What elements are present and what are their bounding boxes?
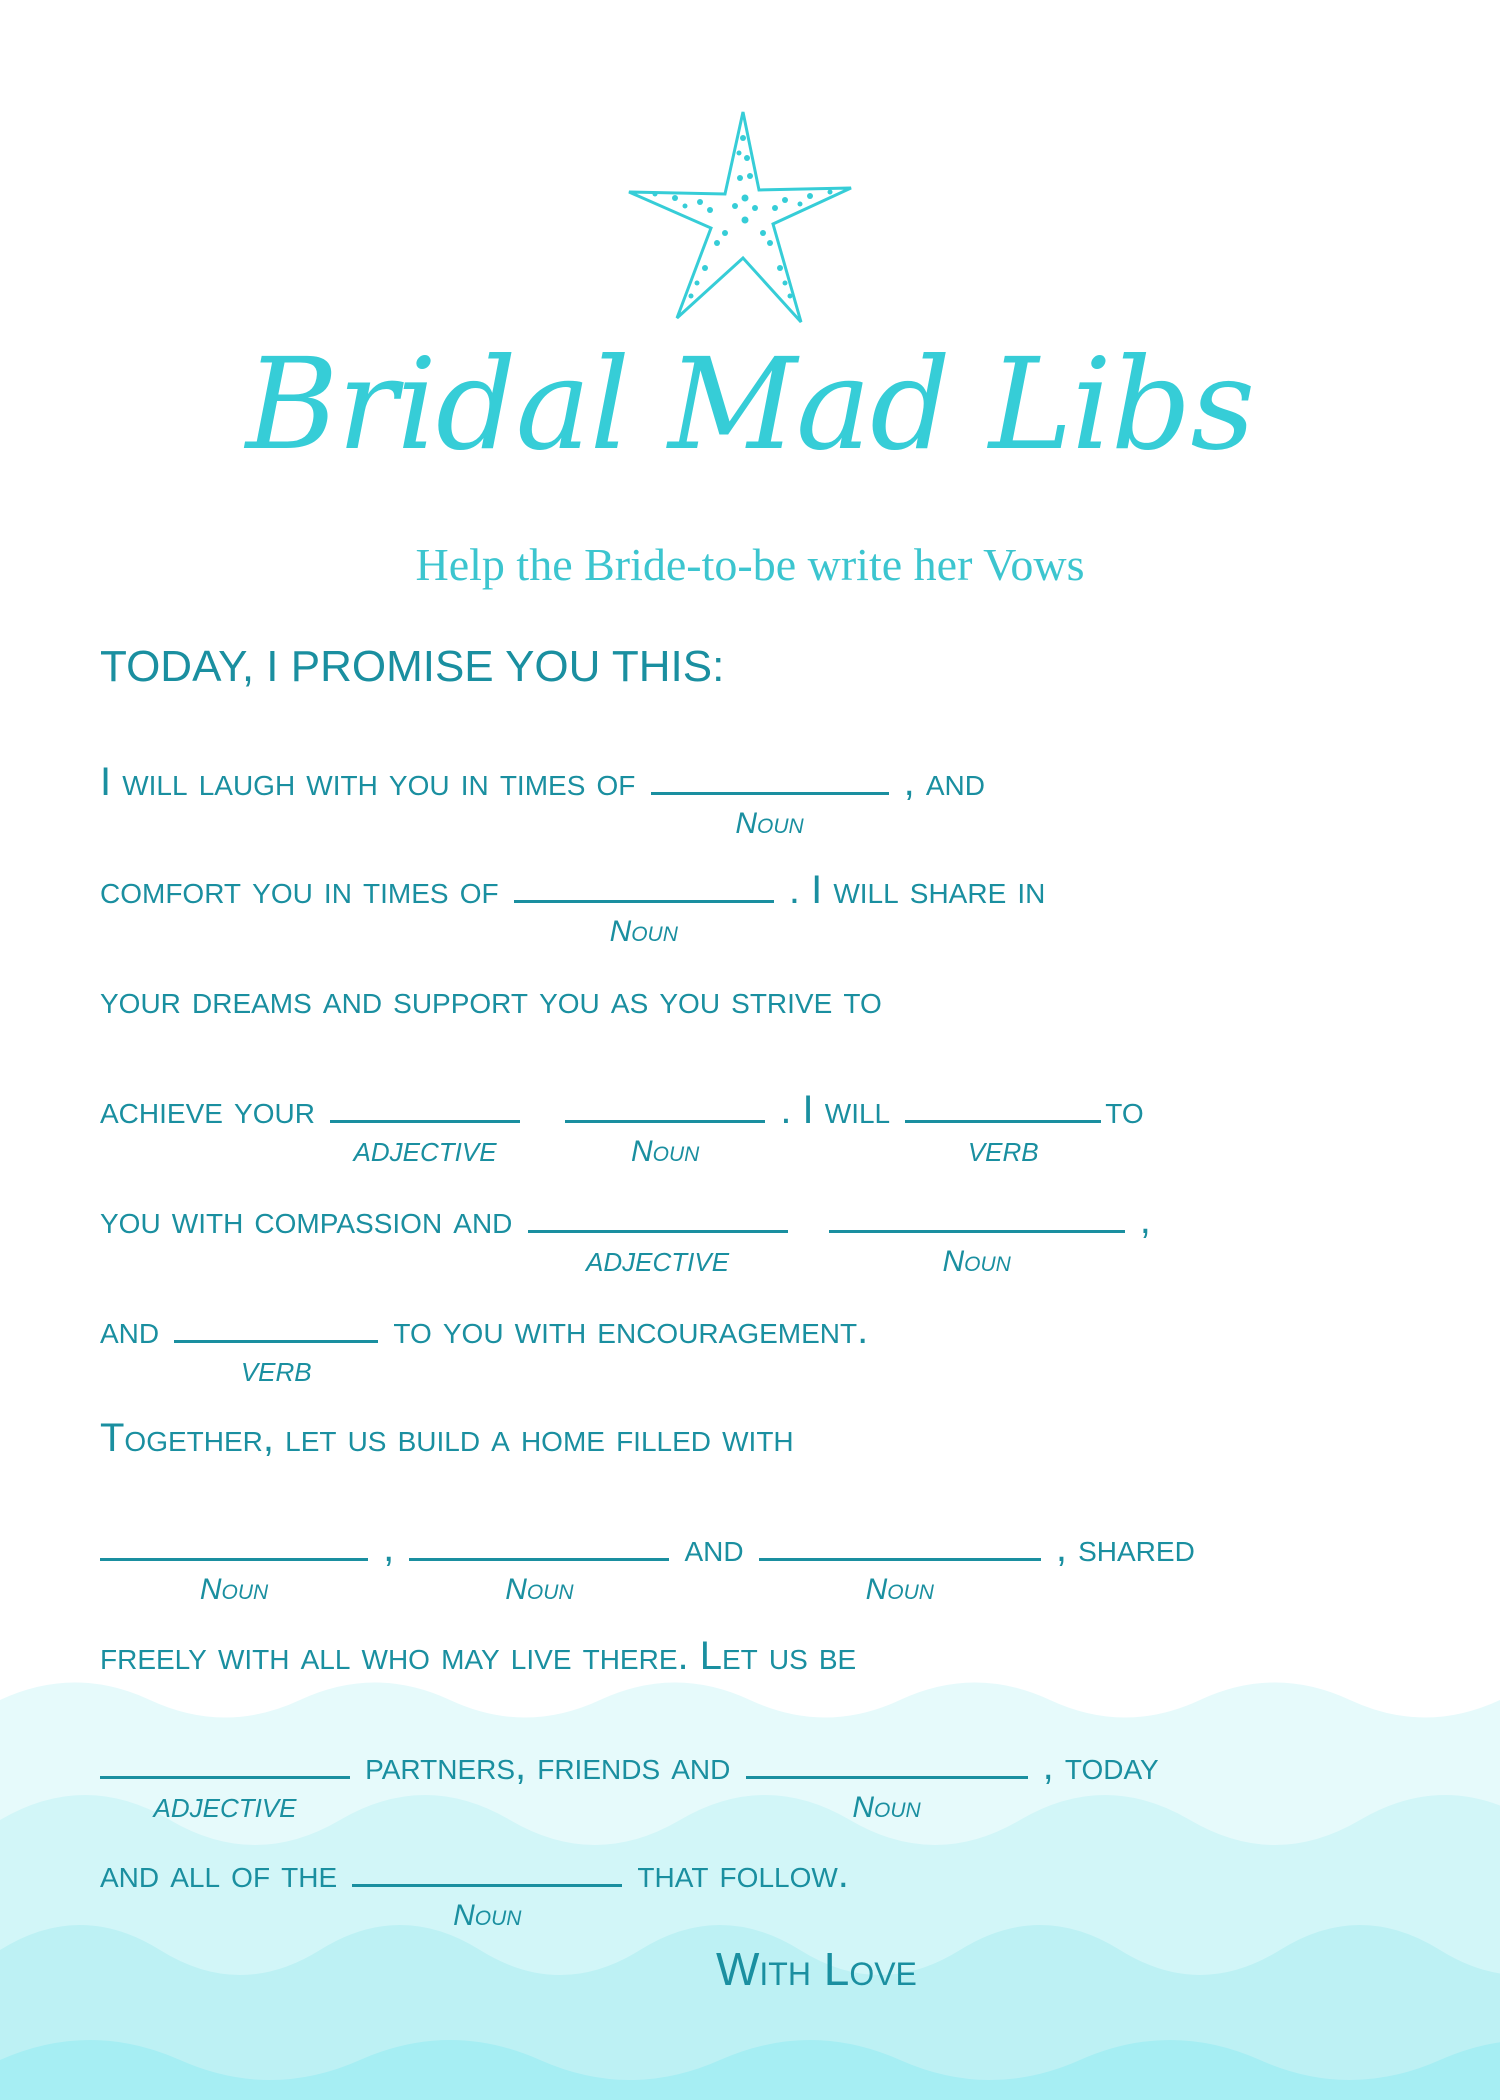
blank-field[interactable]: [330, 1090, 520, 1167]
hint-label: Noun: [852, 1791, 921, 1824]
vow-line-3: [100, 976, 882, 1024]
blank-field[interactable]: [565, 1090, 765, 1168]
line-text: , and: [903, 760, 985, 804]
hint-label: Noun: [505, 1573, 574, 1606]
line-text: , shared: [1055, 1526, 1195, 1570]
blank-field[interactable]: [651, 762, 889, 840]
line-text: you with compassion and: [100, 1198, 513, 1242]
line-text: achieve your: [100, 1088, 315, 1132]
line-text: partners, friends and: [365, 1744, 731, 1788]
line-text: to you with encouragement.: [393, 1308, 869, 1352]
line-text: . I will share in: [788, 868, 1046, 912]
hint-label: VERB: [967, 1137, 1039, 1167]
hint-label: Noun: [631, 1135, 700, 1168]
line-text: ,: [1139, 1198, 1151, 1242]
hint-label: Noun: [735, 807, 804, 840]
line-text: and all of the: [100, 1852, 338, 1896]
blank-field[interactable]: [905, 1090, 1101, 1167]
vow-line-7: [100, 1414, 794, 1462]
hint-label: Noun: [609, 915, 678, 948]
blank-field[interactable]: [829, 1200, 1125, 1278]
hint-label: ADJECTIVE: [353, 1137, 497, 1167]
vow-line-2: [100, 866, 1046, 948]
vow-line-4: [100, 1086, 1144, 1168]
line-text: , today: [1042, 1744, 1159, 1788]
hint-label: ADJECTIVE: [586, 1247, 730, 1277]
hint-label: ADJECTIVE: [153, 1793, 297, 1823]
line-text: Together, let us build a home filled with: [100, 1416, 794, 1460]
line-text: that follow.: [637, 1852, 849, 1896]
blank-field[interactable]: [514, 870, 774, 948]
line-text: freely with all who may live there. Let us be: [100, 1634, 857, 1678]
page-subtitle: Help the Bride-to-be write her Vows: [415, 539, 1085, 590]
vow-line-8: [100, 1524, 1195, 1606]
blank-field[interactable]: [409, 1528, 669, 1606]
blank-field[interactable]: [100, 1746, 350, 1823]
starfish-icon: [625, 108, 855, 328]
vow-heading: TODAY, I PROMISE YOU THIS:: [100, 642, 725, 691]
line-text: your dreams and support you as you strive to: [100, 978, 882, 1022]
vow-line-6: [100, 1306, 869, 1387]
line-text: I will laugh with you in times of: [100, 760, 636, 804]
hint-label: Noun: [942, 1245, 1011, 1278]
vow-line-10: [100, 1742, 1159, 1824]
hint-label: Noun: [199, 1573, 269, 1606]
blank-field[interactable]: [352, 1854, 622, 1932]
blank-field[interactable]: [174, 1310, 378, 1387]
blank-field[interactable]: [746, 1746, 1028, 1824]
hint-label: Noun: [453, 1899, 522, 1932]
line-text: comfort you in times of: [100, 868, 499, 912]
page-title: Bridal Mad Libs: [245, 331, 1255, 478]
line-text: to: [1105, 1088, 1144, 1132]
blank-field[interactable]: [759, 1528, 1041, 1606]
vow-line-11: [100, 1850, 849, 1932]
line-text: and: [684, 1526, 744, 1570]
blank-field[interactable]: [528, 1200, 788, 1277]
line-text: ,: [383, 1526, 395, 1570]
closing-signature: With Love: [716, 1943, 917, 1995]
hint-label: Noun: [865, 1573, 934, 1606]
vow-line-5: [100, 1196, 1151, 1278]
vow-line-9: [100, 1632, 856, 1680]
vow-line-1: [100, 758, 985, 840]
line-text: . I will: [780, 1088, 891, 1132]
line-text: and: [100, 1308, 160, 1352]
hint-label: VERB: [240, 1357, 312, 1387]
blank-field[interactable]: [100, 1528, 368, 1606]
